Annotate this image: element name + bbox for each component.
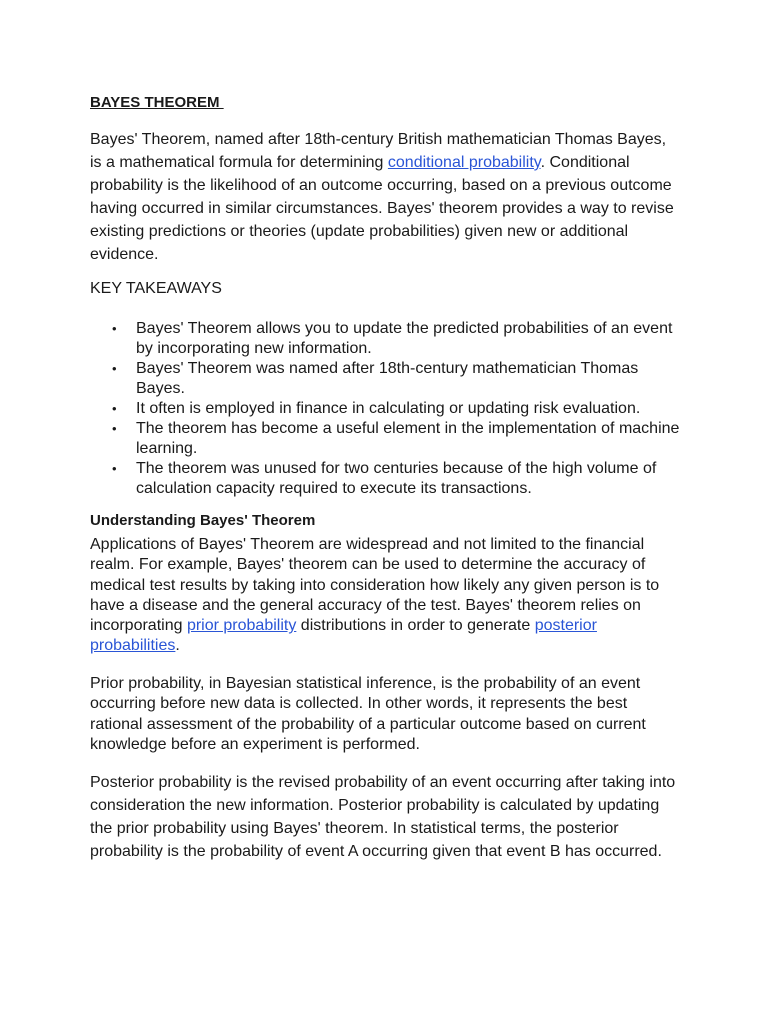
conditional-probability-link[interactable]: conditional probability (387, 154, 541, 171)
understanding-heading: Understanding Bayes' Theorem (90, 512, 316, 529)
applications-text-3: . (175, 637, 180, 655)
posterior-probabilities-link[interactable]: posterior probabilities (90, 617, 597, 655)
applications-text-2: distributions in order to generate (296, 617, 535, 635)
list-item: • Bayes' Theorem was named after 18th-century mathematician Thomas Bayes. (90, 359, 680, 399)
applications-text-1: Applications of Bayes' Theorem are widespread and not limited to the financial realm. For example, Bayes' theorem can be used to determine the accuracy of medical test results by taking into consideration how likely any given person is to have a disease and the general accuracy of the test. Bayes' theorem relies on incorporating (90, 536, 660, 635)
key-takeaways-list (90, 319, 680, 499)
intro-text-2: . Conditional probability is the likelihood of an outcome occurring, based on a previous outcome having occurred in similar circumstances. Bayes' theorem provides a way to revise existing predictions or theories (update probabilities) given new or additional evidence. (90, 154, 674, 263)
key-takeaways-heading: KEY TAKEAWAYS (90, 280, 222, 297)
posterior-probability-paragraph: Posterior probability is the revised probability of an event occurring after taking into consideration the new information. Posterior probability is calculated by updating the prior probability using Bayes' theorem. In statistical terms, the posterior probability is the probability of event A occurring given that event B has occurred. (90, 774, 676, 860)
list-item: • The theorem has become a useful element in the implementation of machine learning. (90, 419, 680, 459)
list-item: • It often is employed in finance in calculating or updating risk evaluation. (90, 399, 680, 419)
document-title: BAYES THEOREM (90, 94, 224, 111)
list-item: • Bayes' Theorem allows you to update the predicted probabilities of an event by incorporating new information. (90, 319, 680, 359)
applications-paragraph (90, 535, 680, 657)
list-item: • The theorem was unused for two centuries because of the high volume of calculation capacity required to execute its transactions. (90, 459, 680, 499)
prior-probability-link[interactable]: prior probability (186, 617, 297, 635)
intro-text-1: Bayes' Theorem, named after 18th-century British mathematician Thomas Bayes, is a mathematical formula for determining (90, 131, 667, 171)
intro-paragraph (90, 128, 680, 266)
prior-probability-paragraph: Prior probability, in Bayesian statistical inference, is the probability of an event occurring before new data is collected. In other words, it represents the best rational assessment of the probability of a particular outcome based on current knowledge before an experiment is performed. (90, 675, 646, 753)
